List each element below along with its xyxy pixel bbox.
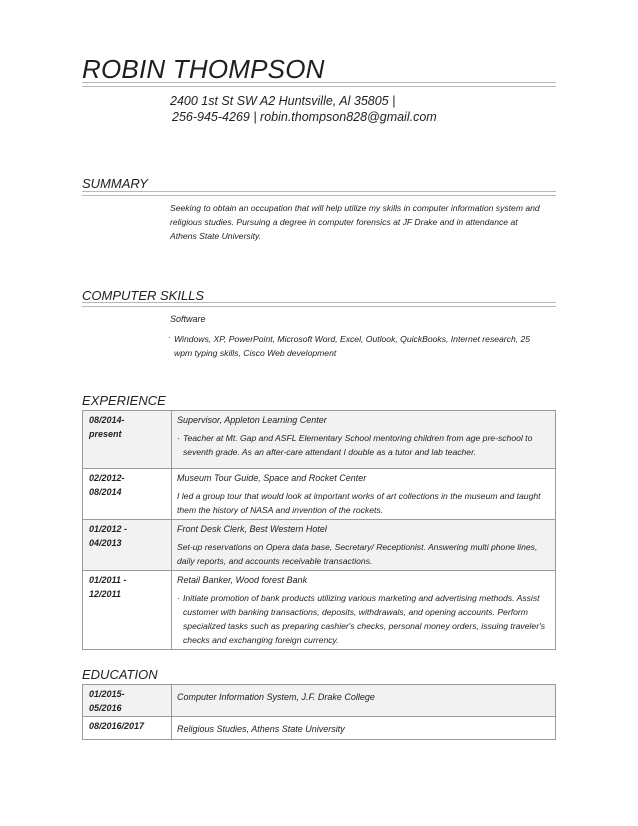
education-table: [82, 684, 556, 740]
job-detail: Set-up reservations on Opera data base, Secretary/ Receptionist. Answering multi phone lines, daily reports, and accounts receivable transactions.: [177, 542, 538, 566]
description-cell: [172, 717, 556, 740]
header-divider: [82, 82, 556, 87]
job-title: Museum Tour Guide, Space and Rocket Center: [177, 473, 367, 483]
address-line: 2400 1st St SW A2 Huntsville, Al 35805 |: [170, 94, 396, 108]
job-detail: Initiate promotion of bank products utilizing various marketing and advertising methods. Assist customer with banking transactions, deposits, withdrawals, and opening accounts. Perform specialized tasks such as preparing cashier's checks, personal money orders, issuing traveler's checks and exchanging foreign currency.: [183, 593, 545, 645]
date-cell: [83, 685, 172, 717]
experience-date: 01/2012 - 04/2013: [89, 524, 128, 548]
description-cell: [172, 411, 556, 469]
experience-date: 08/2014- present: [89, 415, 125, 439]
description-cell: [172, 685, 556, 717]
education-date: 08/2016/2017: [89, 721, 145, 731]
date-cell: [83, 469, 172, 520]
experience-row: [83, 469, 556, 520]
summary-divider: [82, 191, 556, 196]
detail-bullet-item: [177, 591, 551, 647]
skills-text: Windows, XP, PowerPoint, Microsoft Word, Excel, Outlook, QuickBooks, Internet research, 25 wpm typing skills, Cisco Web development: [174, 334, 531, 358]
date-cell: [83, 520, 172, 571]
experience-row: [83, 411, 556, 469]
skills-heading: COMPUTER SKILLS: [82, 288, 205, 303]
summary-heading: SUMMARY: [82, 176, 148, 191]
skills-bullet: ·: [168, 332, 171, 342]
experience-row: [83, 571, 556, 650]
description-cell: [172, 571, 556, 650]
job-title: Front Desk Clerk, Best Western Hotel: [177, 524, 327, 534]
education-heading: EDUCATION: [82, 667, 158, 682]
job-title: Retail Banker, Wood forest Bank: [177, 575, 308, 585]
education-row: [83, 685, 556, 717]
job-detail: Teacher at Mt. Gap and ASFL Elementary School mentoring children from age pre-school to seventh grade. As an after-care attendant I double as a tutor and lab teacher.: [183, 433, 533, 457]
bullet-mark: ·: [177, 433, 180, 443]
software-label: Software: [170, 314, 206, 324]
job-detail: I led a group tour that would look at important works of art collections in the museum and taught them the history of NASA and invention of the rockets.: [177, 491, 541, 515]
degree-name: Computer Information System, J.F. Drake College: [177, 692, 375, 702]
experience-table: [82, 410, 556, 650]
skills-divider: [82, 302, 556, 307]
degree-name: Religious Studies, Athens State University: [177, 724, 345, 734]
description-cell: [172, 520, 556, 571]
education-date: 01/2015- 05/2016: [89, 689, 125, 713]
date-cell: [83, 411, 172, 469]
bullet-mark: ·: [177, 593, 180, 603]
experience-heading: EXPERIENCE: [82, 393, 166, 408]
candidate-name: ROBIN THOMPSON: [82, 54, 325, 84]
description-cell: [172, 469, 556, 520]
experience-date: 02/2012- 08/2014: [89, 473, 125, 497]
date-cell: [83, 717, 172, 740]
experience-row: [83, 520, 556, 571]
contact-line: 256-945-4269 | robin.thompson828@gmail.com: [172, 110, 437, 124]
education-row: [83, 717, 556, 740]
job-title: Supervisor, Appleton Learning Center: [177, 415, 327, 425]
summary-text: Seeking to obtain an occupation that will help utilize my skills in computer information system and religious studies. Pursuing a degree in computer forensics at JF Drake and in attendance at Athens State University.: [170, 203, 540, 241]
detail-bullet-item: [177, 431, 551, 459]
date-cell: [83, 571, 172, 650]
experience-date: 01/2011 - 12/2011: [89, 575, 127, 599]
